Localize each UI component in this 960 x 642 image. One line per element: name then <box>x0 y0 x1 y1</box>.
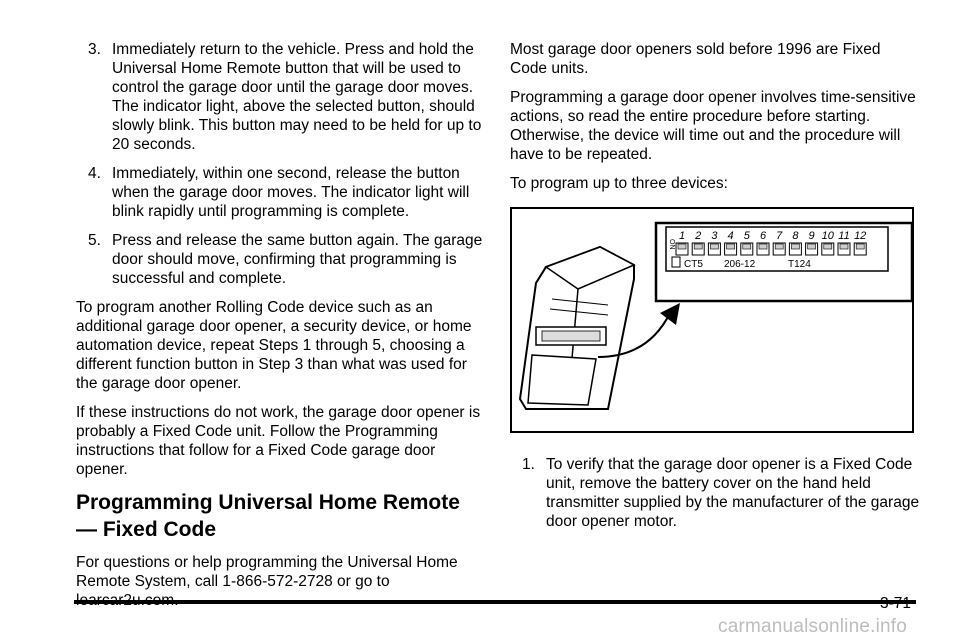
dip-switch-knob-10 <box>824 244 832 249</box>
dip-switch-knob-11 <box>840 244 848 249</box>
dip-switch-knob-1 <box>678 244 686 249</box>
help-paragraph: For questions or help programming the Universal Home Remote System, call 1-866-572-2728 or go to <box>76 554 458 590</box>
dip-switch-knob-5 <box>743 244 751 249</box>
arrow-head-icon <box>660 303 680 325</box>
illustration-svg <box>512 209 912 431</box>
right-column <box>510 40 920 541</box>
fixed-code-hint-paragraph: If these instructions do not work, the garage door opener is probably a Fixed Code unit. Follow the Programming instructions that follow for a Fixed Code garage door opener. <box>76 404 481 478</box>
dip-switch-knob-6 <box>759 244 767 249</box>
left-column <box>76 40 486 620</box>
watermark: carmanualsonline.info <box>718 616 908 637</box>
switch-number-6: 6 <box>759 230 767 242</box>
dip-switch-panel <box>656 223 912 301</box>
step-text: Immediately, within one second, release the button when the garage door moves. The indicator light will blink rapidly until programming is complete. <box>112 165 470 220</box>
dip-switch-knob-7 <box>775 244 783 249</box>
step-5 <box>76 231 486 288</box>
program-devices-paragraph: To program up to three devices: <box>510 175 728 192</box>
dip-on-label: ON <box>668 239 675 250</box>
transmitter-dip-switch-illustration <box>510 207 914 433</box>
step-text: To verify that the garage door opener is a Fixed Code unit, remove the battery cover on the hand held transmitter supplied by the manufacturer of the garage door opener motor. <box>546 456 920 530</box>
fixed-code-step-list <box>510 455 920 531</box>
step-number: 3. <box>88 41 101 58</box>
dip-switch-knob-9 <box>808 244 816 249</box>
fixed-code-intro-paragraph: Most garage door openers sold before 1996 are Fixed Code units. <box>510 41 881 77</box>
step-number: 1. <box>522 456 535 473</box>
switch-number-11: 11 <box>838 230 850 242</box>
dip-switch-knob-3 <box>710 244 718 249</box>
code-labels-row <box>672 257 811 270</box>
dip-switch-knob-2 <box>694 244 702 249</box>
rolling-code-paragraph: To program another Rolling Code device such as an additional garage door opener, a security device, or home automation device, repeat Steps 1 through 5, choosing a different function button in Step 3 than what was used for the garage door opener. <box>76 299 472 392</box>
remote-transmitter <box>520 247 634 409</box>
switch-number-10: 10 <box>821 230 834 242</box>
step-number: 5. <box>88 232 101 249</box>
dip-switch-knob-8 <box>791 244 799 249</box>
switch-number-9: 9 <box>808 230 815 242</box>
fixed-step-1 <box>510 455 920 531</box>
time-sensitive-paragraph: Programming a garage door opener involves time-sensitive actions, so read the entire procedure before starting. Otherwise, the device will time out and the procedure will have to be repeated. <box>510 89 916 163</box>
switch-number-8: 8 <box>792 230 799 242</box>
step-list-continued <box>76 40 486 288</box>
step-4 <box>76 164 486 221</box>
footer-rule <box>74 600 916 604</box>
switch-number-12: 12 <box>854 230 867 242</box>
code-label-3: T124 <box>788 259 811 270</box>
step-number: 4. <box>88 165 101 182</box>
dip-switch-knob-12 <box>856 244 864 249</box>
step-3 <box>76 40 486 154</box>
code-label-2: 206-12 <box>724 259 756 270</box>
switch-number-2: 2 <box>695 230 702 242</box>
switch-number-5: 5 <box>743 230 750 242</box>
step-text: Press and release the same button again. The garage door should move, confirming that programming is successful and complete. <box>112 232 483 287</box>
dip-switch-knob-4 <box>727 244 735 249</box>
remote-mini-switches <box>542 331 600 341</box>
switch-number-7: 7 <box>776 230 783 242</box>
switch-number-3: 3 <box>711 230 718 242</box>
section-heading: Programming Universal Home Remote — Fixed Code <box>76 491 460 541</box>
switch-number-1: 1 <box>678 230 686 242</box>
page-number: 3-71 <box>880 595 912 612</box>
switch-number-4: 4 <box>727 230 734 242</box>
step-text: Immediately return to the vehicle. Press and hold the Universal Home Remote button that will be used to control the garage door until the garage door moves. The indicator light, above the selected button, should slowly blink. This button may need to be held for up to 20 seconds. <box>112 41 482 153</box>
code-label-1: CT5 <box>684 259 703 270</box>
